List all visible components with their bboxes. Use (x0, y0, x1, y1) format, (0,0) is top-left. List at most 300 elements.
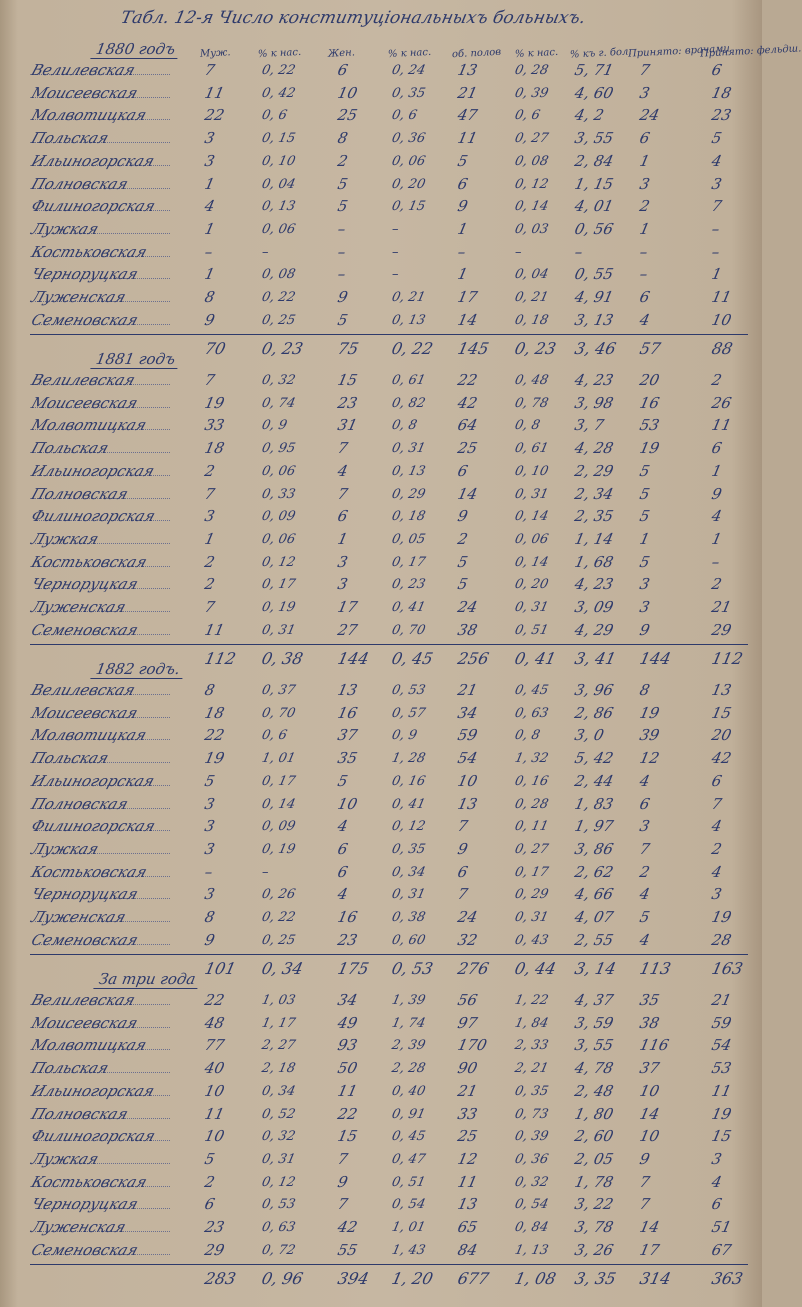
table-cell: 7 (456, 817, 470, 836)
table-cell: 0, 19 (260, 600, 297, 615)
total-rule (30, 644, 748, 645)
table-cell: – (710, 552, 722, 571)
table-cell: 11 (710, 1081, 734, 1100)
table-cell: 0, 70 (260, 705, 297, 721)
table-row (0, 196, 762, 218)
table-cell: 0, 47 (390, 1151, 427, 1167)
table-cell: 5 (456, 575, 470, 594)
table-cell: 0, 06 (390, 153, 427, 169)
volost-name: Черноруцкая (29, 1195, 141, 1214)
table-cell: 0, 6 (390, 108, 419, 124)
table-cell: 17 (336, 598, 360, 616)
table-cell: 0, 35 (390, 85, 427, 101)
table-cell: 0, 70 (390, 622, 427, 638)
table-cell: 11 (456, 129, 480, 148)
table-cell: 3 (638, 598, 652, 616)
table-cell: 21 (456, 1081, 480, 1100)
table-cell: 7 (638, 839, 652, 858)
table-cell: 0, 9 (390, 728, 419, 744)
table-cell: 0, 84 (513, 1220, 550, 1235)
table-cell: 0, 42 (260, 85, 297, 101)
table-cell: 20 (638, 371, 662, 389)
volost-name: Филиногорская (29, 197, 158, 216)
table-cell: 21 (710, 598, 734, 616)
total-cell: 3, 41 (572, 649, 618, 669)
table-row (0, 370, 762, 392)
total-rule (30, 954, 748, 955)
table-cell: – (203, 862, 215, 881)
volost-name: Полновская (29, 174, 131, 193)
table-cell: 23 (710, 106, 734, 125)
total-cell: 3, 35 (572, 1269, 618, 1289)
table-cell: 21 (456, 681, 480, 699)
table-cell: 0, 08 (260, 267, 297, 283)
table-cell: 21 (456, 83, 480, 102)
table-cell: 47 (456, 106, 480, 125)
table-cell: 7 (336, 1195, 350, 1214)
table-row (0, 1104, 762, 1126)
table-cell: 4 (638, 771, 652, 790)
table-cell: 3, 59 (573, 1013, 616, 1032)
volost-name: Лужкая (29, 529, 102, 548)
total-cell: 0, 41 (512, 649, 558, 669)
table-cell: 0, 27 (513, 841, 550, 857)
table-cell: 9 (638, 1149, 652, 1168)
total-cell: 0, 23 (259, 339, 305, 359)
table-cell: 27 (336, 620, 360, 639)
table-cell: 0, 51 (390, 1174, 427, 1190)
table-cell: 0, 06 (260, 531, 297, 547)
table-cell: 7 (638, 1172, 652, 1191)
table-cell: 0, 35 (390, 841, 427, 857)
table-cell: 38 (638, 1013, 662, 1032)
table-cell: 2 (638, 197, 652, 216)
table-cell: 9 (203, 930, 217, 949)
table-cell: 3 (203, 817, 217, 836)
table-row (0, 174, 762, 196)
table-cell: 0, 31 (513, 600, 550, 615)
column-header: % к нас. (514, 46, 559, 61)
table-row (0, 1194, 762, 1216)
table-cell: 0, 29 (390, 486, 427, 502)
table-cell: 31 (336, 416, 360, 435)
table-row (0, 990, 762, 1012)
table-cell: 16 (638, 393, 662, 412)
table-cell: 19 (203, 749, 227, 768)
table-cell: 25 (456, 439, 480, 458)
table-cell: 0, 17 (260, 773, 297, 789)
table-cell: 97 (456, 1013, 480, 1032)
total-cell: 363 (709, 1269, 745, 1289)
table-row (0, 1240, 762, 1262)
table-cell: 1, 01 (390, 1220, 427, 1235)
table-cell: 4, 66 (573, 885, 616, 904)
table-row (0, 506, 762, 528)
table-cell: 14 (456, 484, 480, 503)
table-row (0, 816, 762, 838)
volost-name: Ильиногорская (29, 1081, 157, 1100)
volost-name: Велилевская (29, 991, 138, 1009)
table-cell: 3 (203, 885, 217, 904)
table-cell: 14 (638, 1104, 662, 1123)
table-cell: 67 (710, 1240, 734, 1259)
table-cell: 2 (336, 151, 350, 170)
table-cell: 0, 10 (260, 153, 297, 169)
volost-name: Филиногорская (29, 507, 158, 526)
table-cell: 4 (710, 1172, 724, 1191)
column-header: об. полов (451, 46, 502, 61)
table-cell: 3, 96 (573, 681, 616, 699)
column-header: Жен. (327, 47, 356, 60)
table-cell: 35 (638, 991, 662, 1009)
table-row (0, 438, 762, 460)
table-cell: 0, 31 (513, 486, 550, 502)
total-rule (30, 334, 748, 335)
table-cell: 84 (456, 1240, 480, 1259)
table-cell: 7 (336, 1149, 350, 1168)
table-cell: 0, 8 (390, 418, 419, 434)
table-cell: 18 (203, 703, 227, 722)
column-header: % к нас. (257, 46, 302, 61)
table-cell: 35 (336, 749, 360, 768)
total-cell: 175 (335, 959, 371, 979)
volost-name: Луженская (29, 288, 129, 306)
table-cell: 55 (336, 1240, 360, 1259)
table-cell: 0, 31 (513, 910, 550, 925)
table-cell: 6 (638, 794, 652, 813)
table-cell: 0, 41 (390, 796, 427, 812)
table-cell: 0, 61 (390, 373, 427, 388)
table-cell: 19 (638, 439, 662, 458)
table-cell: – (203, 242, 215, 261)
total-cell: 0, 34 (259, 959, 305, 979)
table-row (0, 529, 762, 551)
table-cell: 0, 53 (260, 1197, 297, 1213)
table-cell: 1, 03 (260, 993, 297, 1008)
table-cell: 0, 12 (513, 176, 550, 192)
table-cell: 8 (203, 908, 217, 926)
table-cell: 1, 74 (390, 1015, 427, 1031)
table-cell: 33 (456, 1104, 480, 1123)
table-cell: 0, 31 (390, 887, 427, 903)
total-cell: 677 (455, 1269, 491, 1289)
table-cell: 3 (203, 151, 217, 170)
table-cell: 24 (638, 106, 662, 125)
table-cell: 0, 15 (260, 131, 297, 147)
table-cell: 3 (203, 129, 217, 148)
table-cell: 0, 23 (390, 577, 427, 593)
table-cell: 10 (710, 310, 734, 329)
volost-name: Луженская (29, 1218, 129, 1236)
table-row (0, 725, 762, 747)
table-cell: 12 (638, 749, 662, 768)
table-cell: 0, 52 (260, 1106, 297, 1122)
table-row (0, 219, 762, 241)
table-cell: 0, 13 (390, 312, 427, 328)
table-cell: 5 (456, 552, 470, 571)
table-cell: 10 (638, 1127, 662, 1146)
table-cell: 0, 91 (390, 1106, 427, 1122)
table-cell: – (638, 265, 650, 284)
total-cell: 1, 08 (512, 1269, 558, 1289)
table-row (0, 1172, 762, 1194)
table-cell: 6 (710, 1195, 724, 1214)
table-cell: 1 (710, 265, 724, 284)
table-cell: 64 (456, 416, 480, 435)
table-cell: 3 (638, 174, 652, 193)
table-cell: 1, 68 (573, 552, 616, 571)
table-cell: – (456, 242, 468, 261)
table-cell: 3, 55 (573, 129, 616, 148)
table-cell: 0, 10 (513, 463, 550, 479)
table-cell: 0, 14 (513, 199, 550, 215)
table-cell: 0, 25 (260, 932, 297, 948)
table-cell: – (336, 219, 348, 238)
table-row (0, 287, 762, 309)
table-cell: 1, 83 (573, 794, 616, 813)
table-cell: 0, 32 (260, 373, 297, 388)
table-cell: 2 (203, 461, 217, 480)
table-row (0, 839, 762, 861)
table-cell: 0, 39 (513, 1129, 550, 1145)
table-cell: 7 (203, 598, 217, 616)
table-row (0, 930, 762, 952)
total-cell: 0, 45 (389, 649, 435, 669)
table-cell: 4, 23 (573, 371, 616, 389)
table-cell: 0, 34 (260, 1083, 297, 1099)
volost-name: Луженская (29, 908, 129, 926)
table-cell: 21 (710, 991, 734, 1009)
volost-name: Молвотицкая (29, 1036, 149, 1055)
total-cell: 256 (455, 649, 491, 669)
table-cell: 4, 60 (573, 83, 616, 102)
total-cell: 163 (709, 959, 745, 979)
total-cell: 0, 53 (389, 959, 435, 979)
table-cell: 0, 45 (390, 1129, 427, 1145)
table-cell: 10 (336, 83, 360, 102)
table-cell: 0, 40 (390, 1083, 427, 1099)
table-cell: 1, 32 (513, 751, 550, 767)
table-cell: 7 (638, 1195, 652, 1214)
table-cell: – (336, 242, 348, 261)
column-header: % къ г. бол. (569, 46, 632, 61)
volost-name: Лужкая (29, 1149, 102, 1168)
table-cell: 0, 19 (260, 841, 297, 857)
table-cell: 51 (710, 1218, 734, 1236)
table-cell: 2 (203, 575, 217, 594)
table-cell: 0, 15 (390, 199, 427, 215)
total-cell: 88 (709, 339, 735, 359)
table-cell: 39 (638, 726, 662, 745)
table-row (0, 1035, 762, 1057)
volost-name: Полновская (29, 1104, 131, 1123)
table-cell: 17 (456, 288, 480, 306)
table-cell: 18 (710, 83, 734, 102)
table-cell: 2, 55 (573, 930, 616, 949)
table-cell: 3, 22 (573, 1195, 616, 1214)
table-cell: 0, 08 (513, 153, 550, 169)
table-cell: 0, 17 (390, 554, 427, 570)
table-cell: 5 (456, 151, 470, 170)
table-cell: 4, 23 (573, 575, 616, 594)
total-cell: 0, 22 (389, 339, 435, 359)
table-row (0, 242, 762, 264)
total-cell: 314 (637, 1269, 673, 1289)
table-cell: 0, 9 (260, 418, 289, 434)
table-cell: 1, 78 (573, 1172, 616, 1191)
table-cell: 11 (710, 416, 734, 435)
table-cell: 2 (710, 575, 724, 594)
table-cell: 0, 20 (390, 176, 427, 192)
table-row (0, 1149, 762, 1171)
table-cell: 5 (203, 771, 217, 790)
table-cell: 16 (336, 703, 360, 722)
volost-name: Черноруцкая (29, 885, 141, 904)
table-cell: 37 (336, 726, 360, 745)
table-cell: 1 (710, 529, 724, 548)
table-cell: 48 (203, 1013, 227, 1032)
total-rule (30, 1264, 748, 1265)
volost-name: Филиногорская (29, 1127, 158, 1146)
table-cell: 1 (203, 174, 217, 193)
volost-name: Польская (29, 749, 111, 768)
table-cell: 0, 39 (513, 85, 550, 101)
table-cell: 0, 26 (260, 887, 297, 903)
table-cell: 6 (456, 174, 470, 193)
table-cell: 15 (336, 1127, 360, 1146)
table-cell: 2, 33 (513, 1038, 550, 1054)
table-cell: 93 (336, 1036, 360, 1055)
table-row (0, 862, 762, 884)
table-cell: 6 (336, 839, 350, 858)
table-cell: 8 (203, 681, 217, 699)
table-cell: 3 (203, 794, 217, 813)
table-cell: 5 (336, 771, 350, 790)
section-label: 1881 годъ (90, 350, 180, 369)
table-cell: 2, 48 (573, 1081, 616, 1100)
table-cell: 2, 39 (390, 1038, 427, 1054)
table-cell: 5 (638, 908, 652, 926)
table-cell: 5 (638, 507, 652, 526)
table-cell: 5 (336, 197, 350, 216)
table-cell: 4 (638, 885, 652, 904)
table-cell: 11 (203, 83, 227, 102)
table-cell: 13 (710, 681, 734, 699)
table-cell: 0, 22 (260, 290, 297, 305)
column-header: Принято: врачами (627, 43, 731, 60)
total-row (0, 1268, 762, 1290)
table-cell: 3 (710, 1149, 724, 1168)
table-cell: 2, 86 (573, 703, 616, 722)
table-cell: 0, 38 (390, 910, 427, 925)
volost-name: Филиногорская (29, 817, 158, 836)
table-cell: 1, 28 (390, 751, 427, 767)
table-cell: 20 (710, 726, 734, 745)
table-cell: 0, 09 (260, 509, 297, 525)
table-cell: 4 (710, 151, 724, 170)
table-cell: 4 (336, 461, 350, 480)
table-cell: 1, 80 (573, 1104, 616, 1123)
volost-name: Полновская (29, 794, 131, 813)
table-cell: 2 (638, 862, 652, 881)
table-cell: 0, 48 (513, 373, 550, 388)
table-cell: 3, 0 (573, 726, 606, 745)
table-cell: 6 (336, 862, 350, 881)
table-cell: 4, 91 (573, 288, 616, 306)
table-cell: 24 (456, 908, 480, 926)
table-cell: 0, 31 (260, 1151, 297, 1167)
table-cell: 0, 04 (513, 267, 550, 283)
table-row (0, 771, 762, 793)
table-row (0, 310, 762, 332)
total-cell: 1, 20 (389, 1269, 435, 1289)
table-cell: 19 (710, 908, 734, 926)
table-cell: 1 (456, 219, 470, 238)
table-cell: 5 (638, 484, 652, 503)
volost-name: Моисеевская (29, 1013, 141, 1032)
table-cell: 9 (456, 197, 470, 216)
table-cell: 2, 35 (573, 507, 616, 526)
table-cell: 0, 36 (513, 1151, 550, 1167)
table-cell: – (260, 864, 271, 880)
table-cell: 0, 06 (260, 463, 297, 479)
total-cell: 3, 46 (572, 339, 618, 359)
table-row (0, 552, 762, 574)
table-cell: 4 (710, 507, 724, 526)
table-cell: 11 (456, 1172, 480, 1191)
volost-name: Лужкая (29, 839, 102, 858)
table-row (0, 620, 762, 642)
table-cell: 0, 63 (260, 1220, 297, 1235)
table-cell: 0, 18 (513, 312, 550, 328)
table-cell: 3, 78 (573, 1218, 616, 1236)
table-cell: 6 (710, 439, 724, 458)
table-cell: 17 (638, 1240, 662, 1259)
table-cell: 13 (336, 681, 360, 699)
table-cell: 0, 6 (260, 108, 289, 124)
table-row (0, 680, 762, 702)
section-label: За три года (93, 970, 201, 989)
volost-name: Молвотицкая (29, 416, 149, 435)
table-cell: 0, 43 (513, 932, 550, 948)
total-cell: 113 (637, 959, 673, 979)
volost-name: Польская (29, 439, 111, 458)
table-cell: 1, 15 (573, 174, 616, 193)
table-cell: 32 (456, 930, 480, 949)
table-cell: – (390, 267, 401, 283)
table-cell: 24 (456, 598, 480, 616)
table-cell: 1, 13 (513, 1242, 550, 1258)
column-header: % к нас. (387, 46, 432, 61)
table-cell: 1, 17 (260, 1015, 297, 1031)
table-cell: 2, 29 (573, 461, 616, 480)
table-cell: 2 (456, 529, 470, 548)
table-cell: 3 (638, 817, 652, 836)
table-cell: 0, 72 (260, 1242, 297, 1258)
table-cell: 3 (203, 507, 217, 526)
table-cell: 1 (456, 265, 470, 284)
table-cell: 5 (710, 129, 724, 148)
table-row (0, 748, 762, 770)
table-cell: 3 (710, 885, 724, 904)
table-cell: 10 (336, 794, 360, 813)
volost-name: Молвотицкая (29, 726, 149, 745)
total-cell: 276 (455, 959, 491, 979)
table-cell: 0, 33 (260, 486, 297, 502)
table-cell: 0, 37 (260, 683, 297, 698)
table-cell: 5 (203, 1149, 217, 1168)
table-cell: 3, 7 (573, 416, 606, 435)
